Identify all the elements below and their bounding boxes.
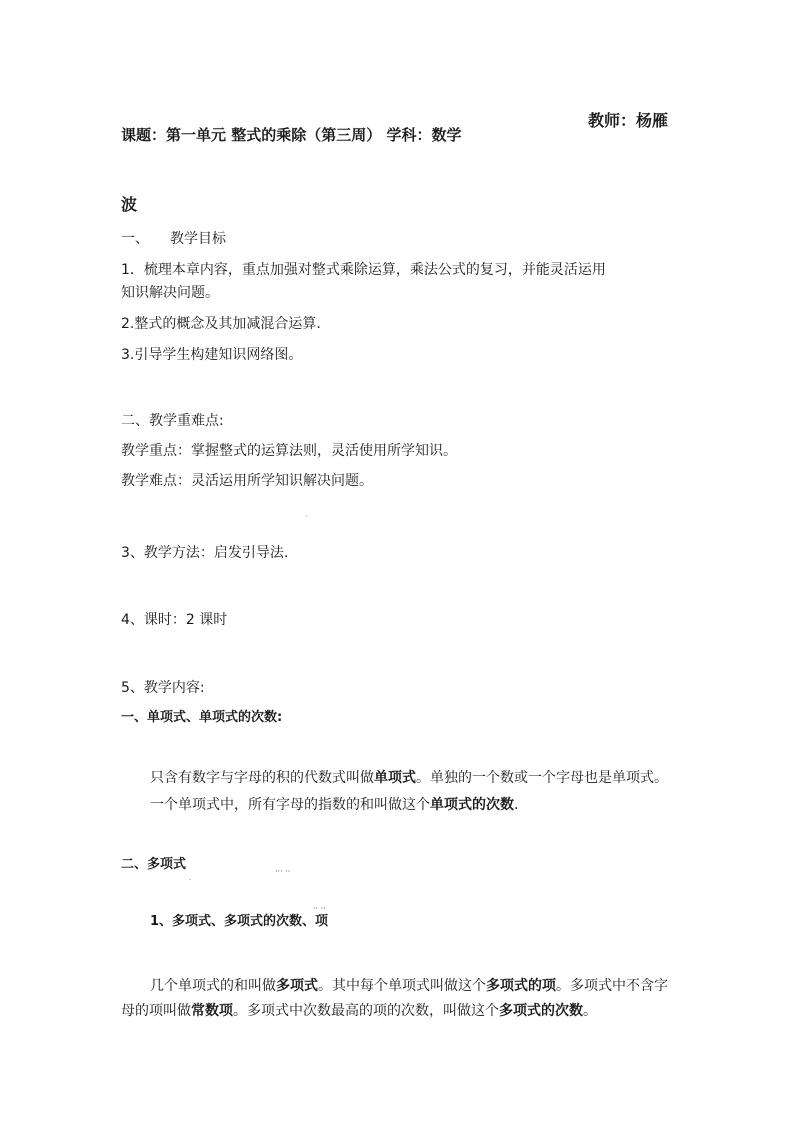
part2-heading: 二、多项式 — [121, 857, 187, 872]
section1-heading-num: 一、 — [121, 231, 149, 247]
section5-heading: 5、教学内容: — [121, 680, 205, 696]
section1-heading: 教学目标 — [170, 231, 226, 247]
monomial-degree-definition: 一个单项式中，所有字母的指数的和叫做这个单项式的次数. — [150, 797, 519, 813]
objective-1-line2: 知识解决问题。 — [121, 285, 219, 301]
objective-2: 2.整式的概念及其加减混合运算. — [121, 316, 321, 332]
objective-1-line1: 1．梳理本章内容，重点加强对整式乘除运算，乘法公式的复习，并能灵活运用 — [121, 262, 606, 278]
key-point: 教学重点：掌握整式的运算法则，灵活使用所学知识。 — [121, 443, 457, 459]
part2-subheading: 1、多项式、多项式的次数、项 — [150, 914, 329, 929]
objective-3: 3.引导学生构建知识网络图。 — [121, 347, 303, 363]
scan-speck: · — [305, 512, 308, 521]
monomial-definition: 只含有数字与字母的积的代数式叫做单项式。单独的一个数或一个字母也是单项式。 — [150, 770, 668, 786]
section2-heading: 二、教学重难点: — [121, 413, 224, 429]
part1-heading: 一、单项式、单项式的次数: — [121, 710, 283, 725]
scan-speck: . — [189, 873, 192, 882]
difficulty-point: 教学难点：灵活运用所学知识解决问题。 — [121, 473, 373, 489]
polynomial-definition-line2: 母的项叫做常数项。多项式中次数最高的项的次数，叫做这个多项式的次数。 — [121, 1003, 597, 1019]
scan-speck: ,,, ,, — [275, 864, 291, 873]
polynomial-definition-line1: 几个单项式的和叫做多项式。其中每个单项式叫做这个多项式的项。多项式中不含字 — [150, 978, 668, 994]
scan-speck: ,, ,, — [313, 901, 326, 910]
teacher-name-tail: 波 — [121, 195, 138, 214]
teaching-method: 3、教学方法：启发引导法. — [121, 545, 289, 561]
teacher-label: 教师：杨雁 — [588, 111, 669, 130]
lesson-title: 课题：第一单元 整式的乘除（第三周） 学科：数学 — [121, 126, 462, 144]
class-hours: 4、课时：2 课时 — [121, 612, 228, 628]
